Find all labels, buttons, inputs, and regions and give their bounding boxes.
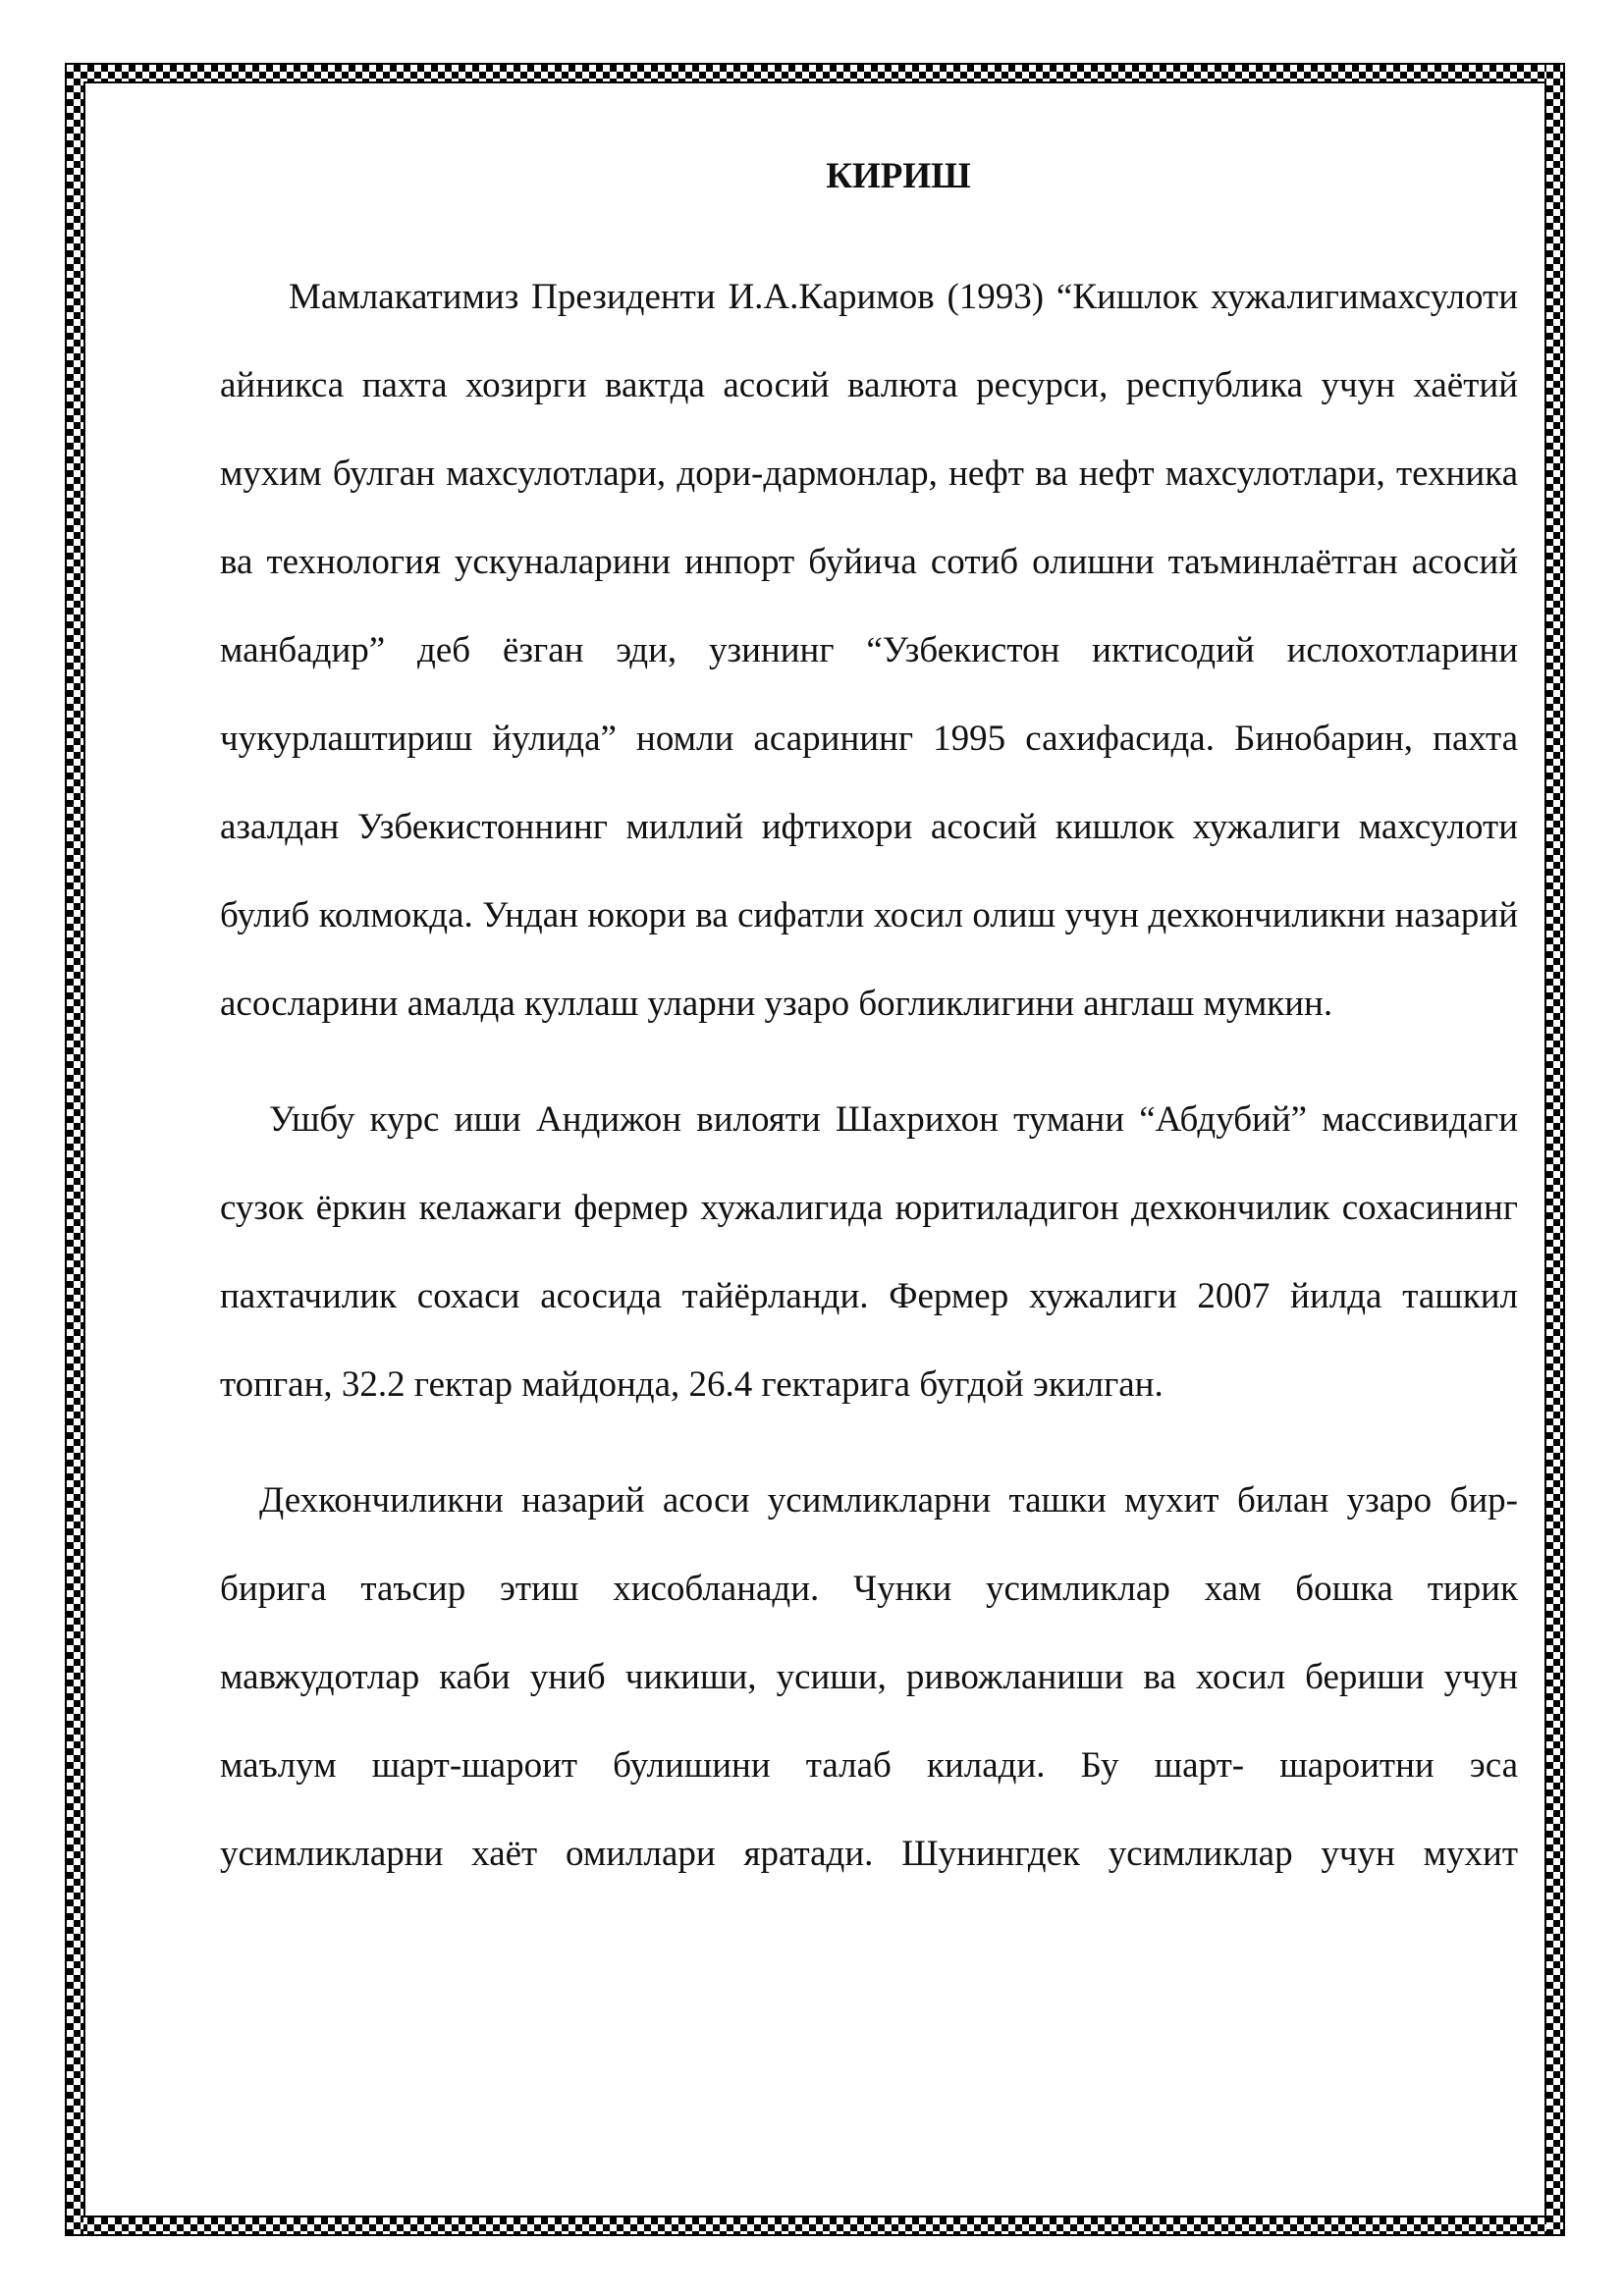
border-bottom-checker xyxy=(67,2217,1563,2234)
page-title: КИРИШ xyxy=(826,156,971,196)
border-top-checker xyxy=(67,65,1563,81)
paragraph-theory: Дехкончиликни назарий асоси усимликларни ташки мухит билан узаро бир-бирига таъсир этиш хисобланади. Чунки усимликлар хам бошка тирик мавжудотлар каби униб чикиши, усиши, ривожланиши ва хосил бериши учун маълум шарт-шароит булишини талаб килади. Бу шарт- шароитни эса усимликларни хаёт омиллари яратади. Шунингдек усимликлар учун мухит xyxy=(220,1480,1518,1874)
paragraph-intro: Мамлакатимиз Президенти И.А.Каримов (1993) “Кишлок хужалигимахсулоти айникса пахта хозирги вактда асосий валюта ресурси, республика учун хаётий мухим булган махсулотлари, дори-дармонлар, нефт ва нефт махсулотлари, техника ва технология ускуналарини инпорт буйича сотиб олишни таъминлаётган асосий манбадир” деб ёзган эди, узининг “Узбекистон иктисодий ислохотларини чукурлаштириш йулида” номли асарининг 1995 сахифасида. Бинобарин, пахта азалдан Узбекистоннинг миллий ифтихори асосий кишлок хужалиги махсулоти булиб колмокда. Ундан юкори ва сифатли хосил олиш учун дехкончиликни назарий асосларини амалда куллаш уларни узаро богликлигини англаш мумкин. xyxy=(220,277,1518,1024)
paragraph-course-work: Ушбу курс иши Андижон вилояти Шахрихон тумани “Абдубий” массивидаги сузок ёркин келажаги фермер хужалигида юритиладигон дехкончилик сохасининг пахтачилик сохаси асосида тайёрланди. Фермер хужалиги 2007 йилда ташкил топган, 32.2 гектар майдонда, 26.4 гектарига бугдой экилган. xyxy=(220,1099,1518,1405)
border-right-checker xyxy=(1546,65,1563,2234)
border-left-checker xyxy=(67,65,83,2234)
document-body xyxy=(220,147,1518,1898)
